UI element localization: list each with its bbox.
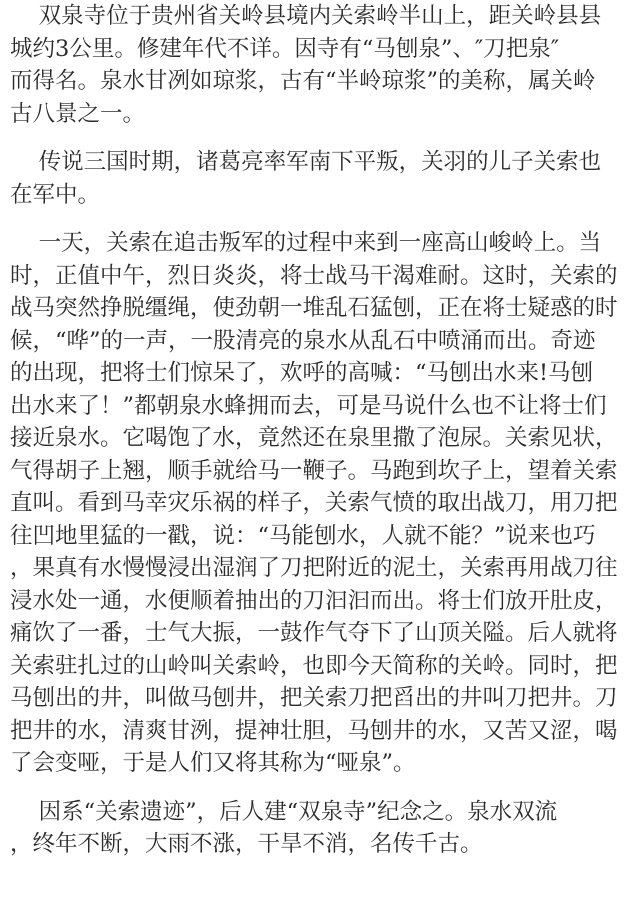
paragraph-gap (10, 130, 632, 146)
paragraph-1 (10, 0, 632, 130)
text-line: 出水来了！”都朝泉水蜂拥而去，可是马说什么也不让将士们 (10, 392, 607, 419)
text-line: 在军中。 (10, 181, 101, 208)
text-line: 往凹地里猛的一戳，说：“马能刨水，人就不能？”说来也巧 (10, 522, 596, 549)
text-line: 了会变哑，于是人们又将其称为“哑泉”。 (10, 750, 416, 776)
paragraph-4 (10, 796, 632, 861)
text-line: 的出现，把将士们惊呆了，欢呼的高喊：“马刨出水来!马刨 (10, 360, 594, 386)
text-line: 痛饮了一番，士气大振，一鼓作气夺下了山顶关隘。后人就将 (10, 620, 618, 646)
text-line: 传说三国时期，诸葛亮率军南下平叛，关羽的儿子关索也 (10, 149, 602, 175)
paragraph-gap (10, 211, 632, 227)
text-line: 直叫。看到马幸灾乐祸的样子，关索气愤的取出战刀，用刀把 (10, 490, 618, 516)
paragraph-3 (10, 227, 632, 780)
text-line: 一天，关索在追击叛军的过程中来到一座高山峻岭上。当 (10, 230, 602, 256)
text-line: 接近泉水。它喝饱了水，竟然还在泉里撒了泡尿。关索见状， (10, 425, 618, 451)
paragraph-gap (10, 780, 632, 796)
text-line: 古八景之一。 (10, 100, 146, 127)
text-line: 城约3公里。修建年代不详。因寺有“马刨泉”、″刀把泉″ (10, 35, 560, 62)
article-body (10, 0, 632, 861)
text-line: 战马突然挣脱缰绳，使劲朝一堆乱石猛刨，正在将士疑惑的时 (10, 295, 618, 321)
text-line: 双泉寺位于贵州省关岭县境内关索岭半山上，距关岭县县 (10, 3, 602, 29)
text-line: 浸水处一通，水便顺着抽出的刀汩汩而出。将士们放开肚皮， (10, 587, 618, 614)
text-line: 马刨出的井，叫做马刨井，把关索刀把舀出的井叫刀把井。刀 (10, 685, 618, 711)
text-line: 气得胡子上翘，顺手就给马一鞭子。马跑到坎子上，望着关索 (10, 457, 618, 484)
text-line: ，果真有水慢慢浸出湿润了刀把附近的泥土，关索再用战刀往 (10, 555, 618, 581)
text-line: ，终年不断，大雨不涨，干旱不消，名传千古。 (10, 831, 483, 857)
text-line: 因系“关索遗迹”，后人建“双泉寺”纪念之。泉水双流 (10, 798, 558, 825)
text-line: 时，正值中午，烈日炎炎，将士战马干渴难耐。这时，关索的 (10, 262, 618, 289)
text-line: 而得名。泉水甘冽如琼浆，古有“半岭琼浆”的美称，属关岭 (10, 68, 596, 94)
text-line: 关索驻扎过的山岭叫关索岭，也即今天简称的关岭。同时，把 (10, 652, 618, 679)
paragraph-2 (10, 146, 632, 211)
text-line: 候，“哗”的一声，一股清亮的泉水从乱石中喷涌而出。奇迹 (10, 327, 596, 354)
text-line: 把井的水，清爽甘洌，提神壮胆，马刨井的水，又苦又涩，喝 (10, 717, 618, 744)
